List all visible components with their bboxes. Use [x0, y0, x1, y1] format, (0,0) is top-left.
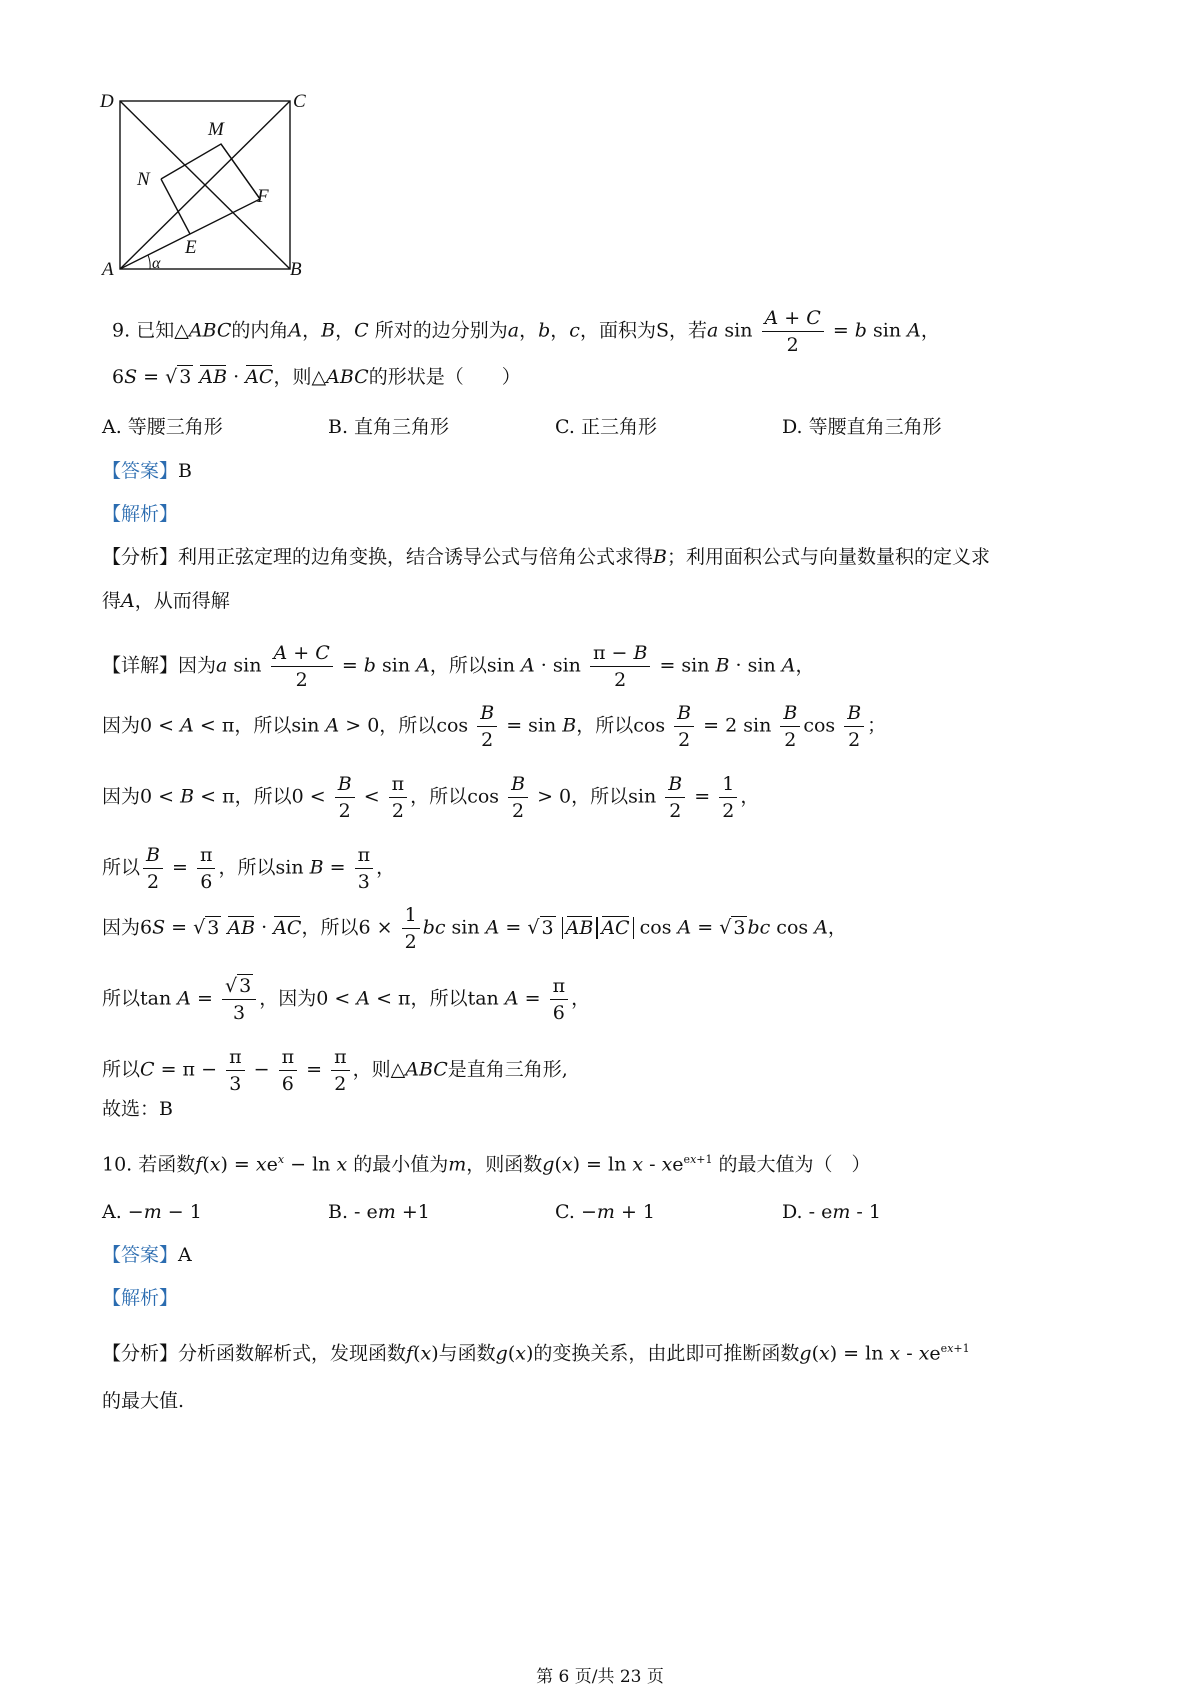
q10-stem: 10. 若函数$f(x) = xe^x - \ln x$ 的最小值为m，则函数$g(x) = \ln x - xe^{ex+1}$ 的最大值为（ ） — [102, 1153, 871, 1176]
page-footer: 第 6 页/共 23 页 — [536, 1667, 664, 1687]
q9-option-d: D. 等腰直角三角形 — [782, 416, 942, 438]
label-alpha: α — [152, 255, 161, 272]
q9-option-c: C. 正三角形 — [555, 416, 657, 438]
label-E: E — [185, 237, 197, 258]
label-A: A — [102, 259, 114, 280]
label-B: B — [290, 259, 302, 280]
q9-detail-line2: 因为0 < A < π，所以sin A > 0，所以cos $\frac{B}{2}$ = sin B，所以cos $\frac{B}{2}$ = 2 sin $\frac{B}{2}$ cos $\frac{B}{2}$ ； — [102, 702, 887, 751]
square-figure — [90, 85, 330, 285]
q9-option-a: A. 等腰三角形 — [102, 416, 223, 438]
q10-answer: 【答案】A — [102, 1244, 192, 1266]
q9-detail-line6: 所以tan A = $\frac{√ 3}{3}$ ，因为0 < A < π，所以tan A = $\frac{\pi}{6}$ ， — [102, 975, 591, 1024]
q10-option-b: B. - em +1 — [328, 1201, 430, 1223]
q9-stem-line2: 6S = √ 3 AB · AC，则△ABC的形状是（ ） — [112, 366, 521, 388]
q9-choice: 故选：B — [102, 1098, 173, 1120]
q9-option-b: B. 直角三角形 — [328, 416, 450, 438]
q9-detail-line7: 所以C = π − $\frac{\pi}{3}$ − $\frac{\pi}{6}$ = $\frac{\pi}{2}$ ，则△ABC是直角三角形, — [102, 1046, 568, 1095]
label-M: M — [208, 119, 224, 140]
q9-detail-line1: 【详解】因为a sin $\frac{A + C}{2}$ = b sin A，所以sin A · sin $\frac{\pi - B}{2}$ = sin B · sin A， — [102, 642, 815, 691]
q9-fenxi-line2: 得A，从而得解 — [102, 590, 230, 612]
label-C: C — [293, 91, 306, 112]
q10-option-d: D. - em - 1 — [782, 1201, 881, 1223]
q9-detail-line5: 因为6S = √ 3 AB · AC，所以6 × $\frac{1}{2}$ bc sin A = √ 3 AB AC cos A = √ 3 bc cos A， — [102, 904, 847, 953]
q10-fenxi-line2: 的最大值. — [102, 1390, 185, 1412]
q9-answer: 【答案】B — [102, 460, 192, 482]
label-F: F — [257, 186, 269, 207]
label-N: N — [137, 169, 150, 190]
q9-stem-line1: 9. 已知△ABC的内角A，B，C 所对的边分别为a，b，c，面积为S，若a sin $\frac{A + C}{2}$ = b sin A， — [112, 307, 940, 356]
q10-fenxi-line1: 【分析】分析函数解析式，发现函数f(x)与函数g(x)的变换关系，由此即可推断函数$g(x) = \ln x - xe^{ex+1}$ — [102, 1342, 970, 1365]
q9-analysis-tag: 【解析】 — [102, 503, 179, 525]
q9-detail-line3: 因为0 < B < π，所以0 < $\frac{B}{2}$ < $\frac{\pi}{2}$ ，所以cos $\frac{B}{2}$ > 0，所以sin $\frac{B}{2}$ = $\frac{1}{2}$ ， — [102, 773, 760, 822]
q10-option-a: A. −m − 1 — [102, 1201, 202, 1223]
q10-analysis-tag: 【解析】 — [102, 1287, 179, 1309]
q10-option-c: C. −m + 1 — [555, 1201, 655, 1223]
q9-fenxi-line1: 【分析】利用正弦定理的边角变换，结合诱导公式与倍角公式求得B；利用面积公式与向量数量积的定义求 — [102, 546, 991, 568]
label-D: D — [100, 91, 114, 112]
q9-detail-line4: 所以 $\frac{B}{2}$ = $\frac{\pi}{6}$ ，所以sin B = $\frac{\pi}{3}$ ， — [102, 844, 396, 893]
